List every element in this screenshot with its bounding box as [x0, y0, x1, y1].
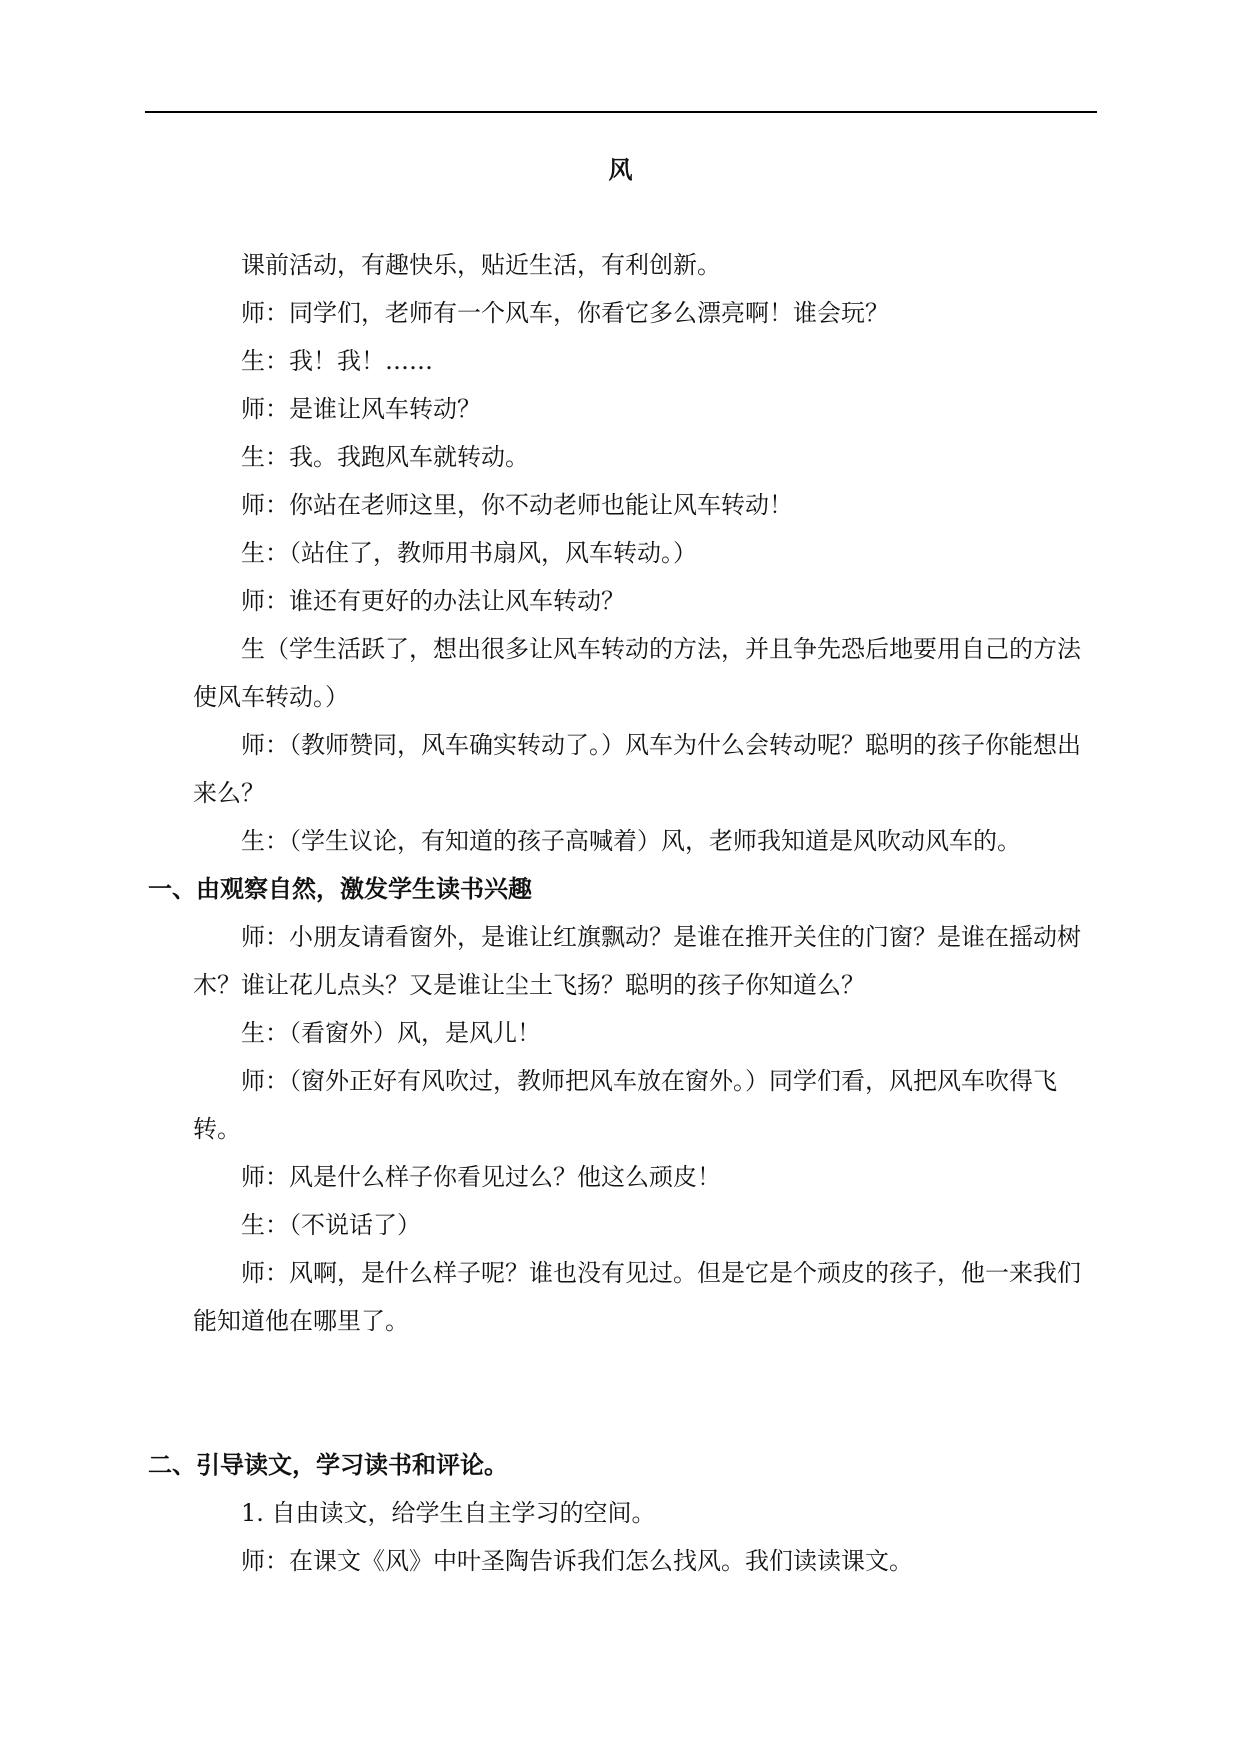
page-title: 风 [608, 156, 633, 184]
paragraph: 师：小朋友请看窗外，是谁让红旗飘动？是谁在推开关住的门窗？是谁在摇动树木？谁让花儿点头？又是谁让尘土飞扬？聪明的孩子你知道么？ [193, 923, 1081, 999]
header-rule [145, 111, 1097, 113]
paragraph: 师：（教师赞同，风车确实转动了。）风车为什么会转动呢？聪明的孩子你能想出来么？ [193, 731, 1081, 807]
paragraph: 师：是谁让风车转动？ [241, 395, 481, 423]
paragraph: 生：我！我！…… [241, 347, 433, 375]
paragraph: 师：风是什么样子你看见过么？他这么顽皮！ [241, 1163, 721, 1191]
paragraph: 师：谁还有更好的办法让风车转动？ [241, 587, 625, 615]
paragraph: 生：（看窗外）风，是风儿！ [241, 1019, 541, 1047]
section-heading: 二、引导读文，学习读书和评论。 [148, 1451, 508, 1479]
paragraph: 生：（站住了，教师用书扇风，风车转动。） [241, 539, 697, 567]
paragraph: 师：（窗外正好有风吹过，教师把风车放在窗外。）同学们看，风把风车吹得飞转。 [193, 1067, 1057, 1143]
paragraph: 课前活动，有趣快乐，贴近生活，有利创新。 [241, 251, 721, 279]
paragraph: 师：同学们，老师有一个风车，你看它多么漂亮啊！谁会玩？ [241, 299, 889, 327]
paragraph: 生（学生活跃了，想出很多让风车转动的方法，并且争先恐后地要用自己的方法使风车转动。） [193, 635, 1081, 711]
paragraph: 生：我。我跑风车就转动。 [241, 443, 529, 471]
section-heading: 一、由观察自然，激发学生读书兴趣 [148, 875, 532, 903]
paragraph: 生：（学生议论，有知道的孩子高喊着）风，老师我知道是风吹动风车的。 [241, 827, 1021, 855]
paragraph: 师：在课文《风》中叶圣陶告诉我们怎么找风。我们读读课文。 [241, 1547, 913, 1575]
paragraph: 1. 自由读文，给学生自主学习的空间。 [241, 1499, 656, 1527]
paragraph: 生：（不说话了） [241, 1211, 421, 1239]
paragraph: 师：风啊，是什么样子呢？谁也没有见过。但是它是个顽皮的孩子，他一来我们能知道他在哪里了。 [193, 1259, 1081, 1335]
paragraph: 师：你站在老师这里，你不动老师也能让风车转动！ [241, 491, 793, 519]
